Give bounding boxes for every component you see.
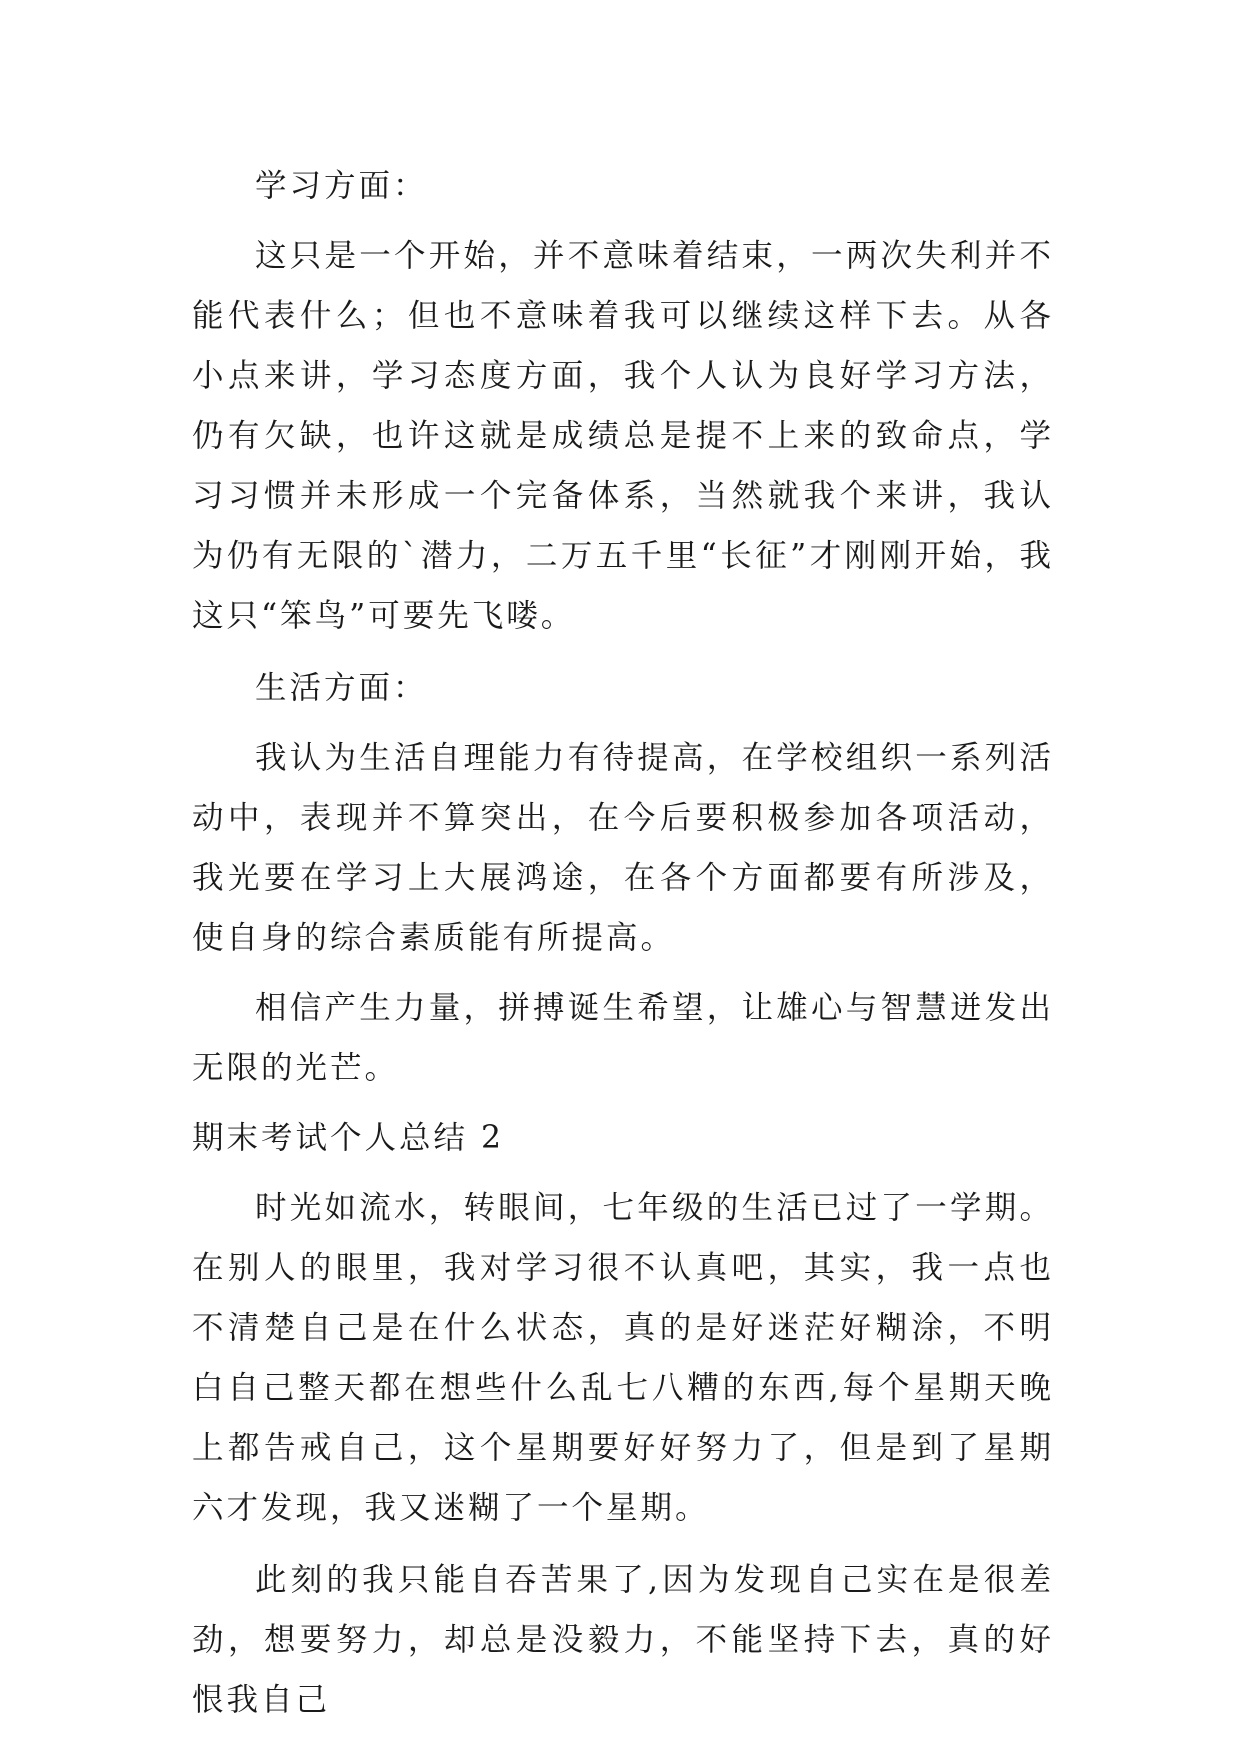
- section2-paragraph-1: 时光如流水，转眼间，七年级的生活已过了一学期。在别人的眼里，我对学习很不认真吧，其实，我一点也不清楚自己是在什么状态，真的是好迷茫好糊涂，不明白自己整天都在想些什么乱七八糟的东西,每个星期天晚上都告戒自己，这个星期要好好努力了，但是到了星期六才发现，我又迷糊了一个星期。: [192, 1190, 1054, 1526]
- study-paragraph: 这只是一个开始，并不意味着结束，一两次失利并不能代表什么；但也不意味着我可以继续这样下去。从各小点来讲，学习态度方面，我个人认为良好学习方法，仍有欠缺，也许这就是成绩总是提不上来的致命点，学习习惯并未形成一个完备体系，当然就我个来讲，我认为仍有无限的`潜力，二万五千里“长征”才刚刚开始，我这只“笨鸟”可要先飞喽。: [192, 238, 1054, 634]
- life-paragraph: 我认为生活自理能力有待提高，在学校组织一系列活动中，表现并不算突出，在今后要积极参加各项活动，我光要在学习上大展鸿途，在各个方面都要有所涉及，使自身的综合素质能有所提高。: [192, 740, 1054, 956]
- study-heading: 学习方面：: [255, 168, 428, 204]
- section2-paragraph-2: 此刻的我只能自吞苦果了,因为发现自己实在是很差劲，想要努力，却总是没毅力，不能坚持下去，真的好恨我自己: [192, 1562, 1054, 1718]
- section2-title: 期末考试个人总结 2: [192, 1120, 505, 1156]
- closing-paragraph: 相信产生力量，拼搏诞生希望，让雄心与智慧迸发出无限的光芒。: [192, 990, 1054, 1086]
- document-body: [192, 156, 1054, 1730]
- life-heading: 生活方面：: [255, 670, 428, 706]
